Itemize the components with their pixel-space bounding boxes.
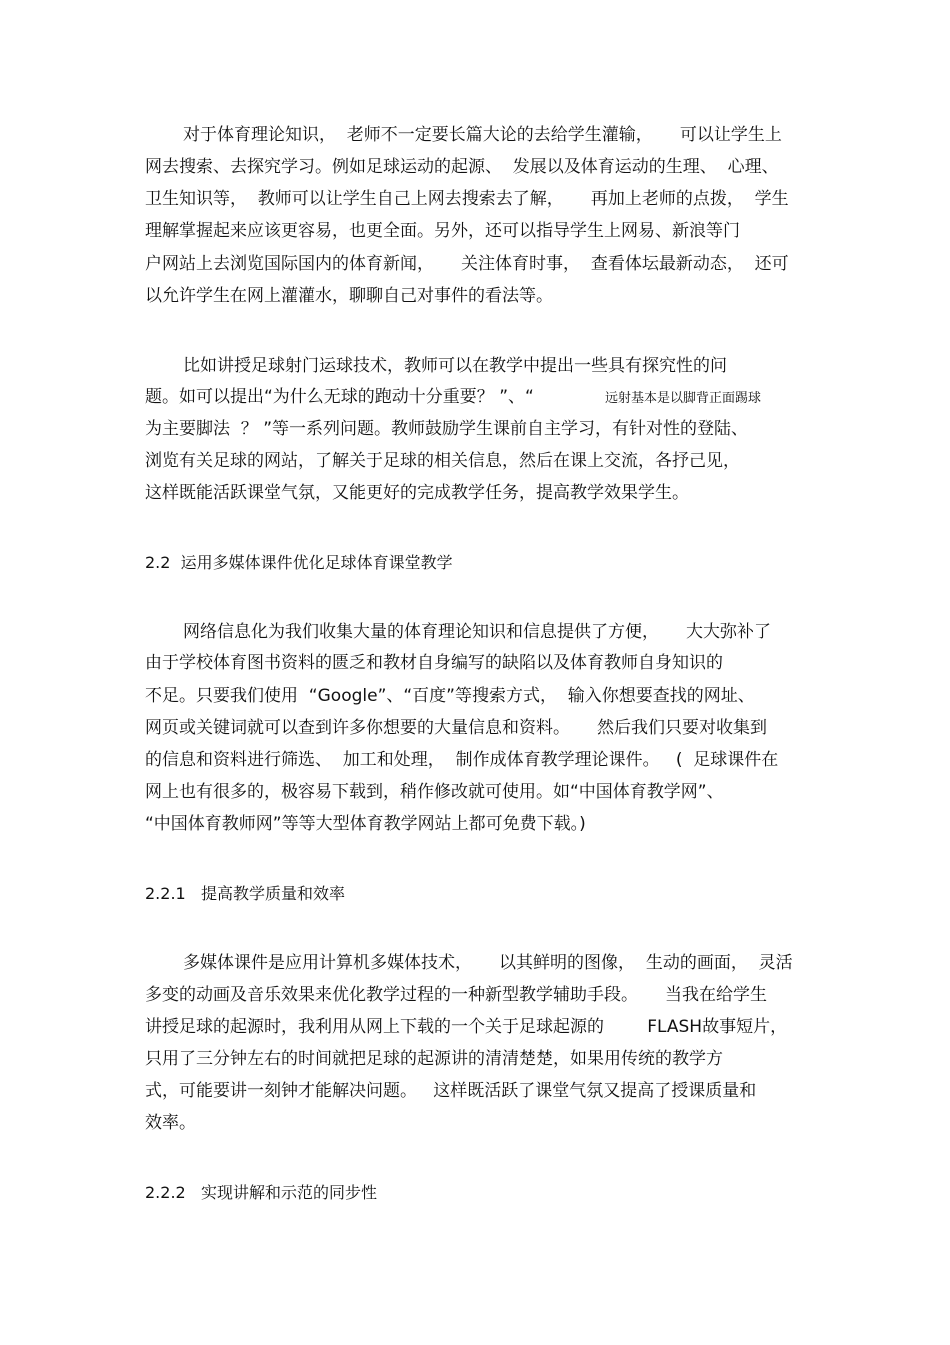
paragraph-1-line-3: 卫生知识等， 教师可以让学生自己上网去搜索去了解， 再加上老师的点拨， 学生 [145,189,789,209]
paragraph-4-line-1: 多媒体课件是应用计算机多媒体技术， 以其鲜明的图像， 生动的画面， 灵活 [183,953,793,973]
paragraph-3-line-2: 由于学校体育图书资料的匮乏和教材自身编写的缺陷以及体育教师自身知识的 [145,653,723,673]
paragraph-2-line-5: 这样既能活跃课堂气氛，又能更好的完成教学任务，提高教学效果学生。 [145,483,689,503]
paragraph-4-line-3: 讲授足球的起源时，我利用从网上下载的一个关于足球起源的 FLASH故事短片， [145,1017,788,1037]
section-heading-2-2: 2.2 运用多媒体课件优化足球体育课堂教学 [145,553,453,572]
paragraph-3-line-4: 网页或关键词就可以查到许多你想要的大量信息和资料。 然后我们只要对收集到 [145,718,768,738]
paragraph-1-line-2: 网去搜索、去探究学习。例如足球运动的起源、 发展以及体育运动的生理、 心理、 [145,157,779,177]
paragraph-3-line-1: 网络信息化为我们收集大量的体育理论知识和信息提供了方便， 大大弥补了 [183,622,772,642]
paragraph-1-line-5: 户网站上去浏览国际国内的体育新闻， 关注体育时事， 查看体坛最新动态， 还可 [145,254,789,274]
paragraph-4-line-5: 式，可能要讲一刻钟才能解决问题。 这样既活跃了课堂气氛又提高了授课质量和 [145,1081,757,1101]
paragraph-2-line-4: 浏览有关足球的网站，了解关于足球的相关信息，然后在课上交流，各抒己见， [145,451,740,471]
paragraph-4-line-4: 只用了三分钟左右的时间就把足球的起源讲的清清楚楚，如果用传统的教学方 [145,1049,723,1069]
paragraph-1-line-1: 对于体育理论知识， 老师不一定要长篇大论的去给学生灌输， 可以让学生上 [183,125,782,145]
paragraph-3-line-6: 网上也有很多的，极容易下载到，稍作修改就可使用。如“中国体育教学网”、 [145,782,724,802]
paragraph-2-line-2-small-text: 远射基本是以脚背正面踢球 [605,391,762,406]
paragraph-3-line-5: 的信息和资料进行筛选、 加工和处理， 制作成体育教学理论课件。 ( 足球课件在 [145,750,779,770]
paragraph-3-line-3: 不足。只要我们使用 “Google”、“百度”等搜索方式， 输入你想要查找的网址、 [145,686,755,706]
paragraph-1-line-6: 以允许学生在网上灌灌水，聊聊自己对事件的看法等。 [145,286,553,306]
paragraph-4-line-6: 效率。 [145,1113,196,1133]
paragraph-3-line-7: “中国体育教师网”等等大型体育教学网站上都可免费下载。) [145,814,586,834]
paragraph-2-line-1: 比如讲授足球射门运球技术，教师可以在教学中提出一些具有探究性的问 [183,356,727,376]
paragraph-1-line-4: 理解掌握起来应该更容易，也更全面。另外，还可以指导学生上网易、新浪等门 [145,221,740,241]
paragraph-4-line-2: 多变的动画及音乐效果来优化教学过程的一种新型教学辅助手段。 当我在给学生 [145,985,768,1005]
section-heading-2-2-2: 2.2.2 实现讲解和示范的同步性 [145,1183,377,1202]
paragraph-2-line-2: 题。如可以提出“为什么无球的跑动十分重要？ ”、“ [145,387,534,407]
section-heading-2-2-1: 2.2.1 提高教学质量和效率 [145,884,345,903]
paragraph-2-line-3: 为主要脚法 ？ ”等一系列问题。教师鼓励学生课前自主学习，有针对性的登陆、 [145,419,749,439]
